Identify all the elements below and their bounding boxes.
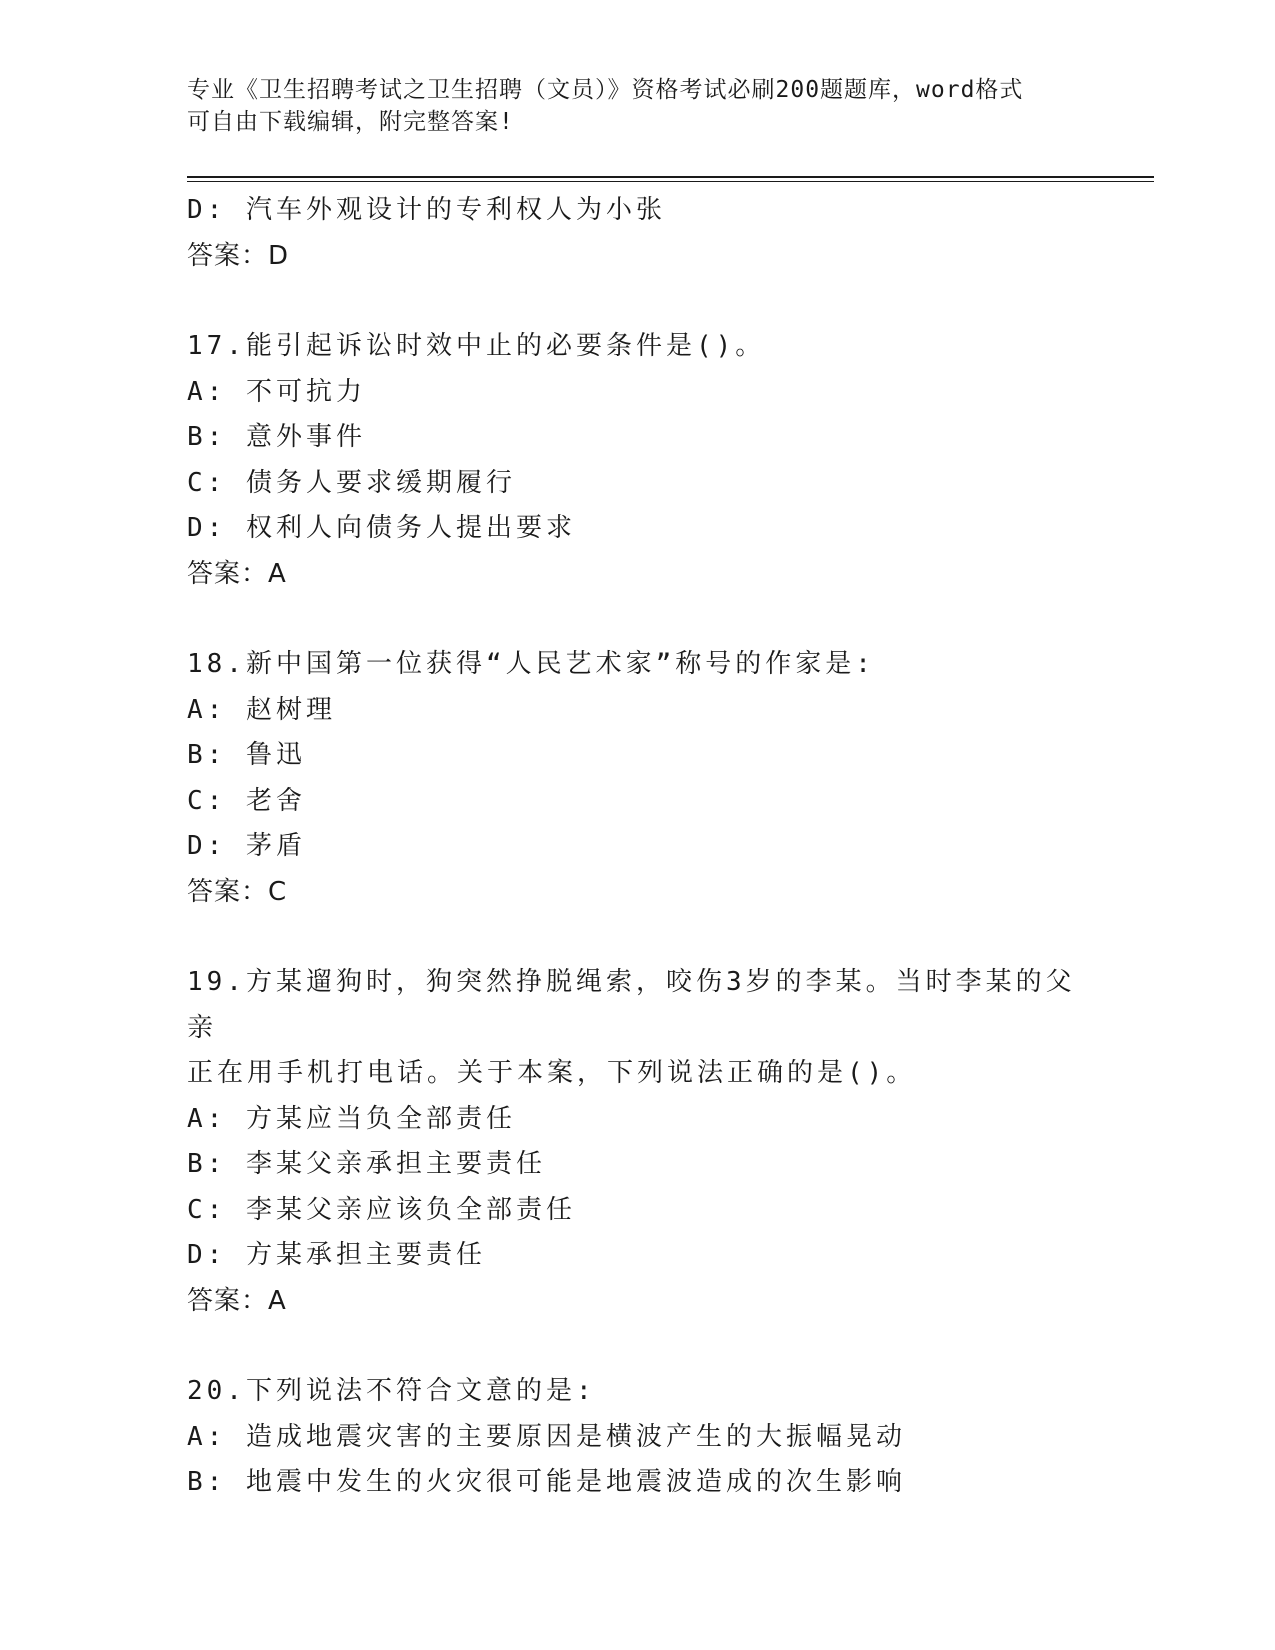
option-d: D: 茅盾	[187, 831, 306, 861]
question-18	[187, 642, 1087, 915]
header-divider-thick	[187, 176, 1154, 178]
option-c: C: 李某父亲应该负全部责任	[187, 1194, 576, 1225]
header-divider-thin	[187, 181, 1154, 182]
option-c: C: 老舍	[187, 785, 306, 816]
answer-label: 答案：A	[187, 1285, 287, 1316]
option-a: A: 造成地震灾害的主要原因是横波产生的大振幅晃动	[187, 1421, 906, 1452]
question-stem: 18.新中国第一位获得“人民艺术家”称号的作家是:	[187, 649, 875, 679]
question-stem: 20.下列说法不符合文意的是:	[187, 1376, 596, 1406]
option-b: B: 意外事件	[187, 422, 366, 452]
question-stem: 17.能引起诉讼时效中止的必要条件是()。	[187, 331, 766, 361]
option-d: D: 汽车外观设计的专利权人为小张	[187, 195, 666, 225]
header-line-2: 可自由下载编辑，附完整答案!	[187, 109, 514, 135]
question-list	[187, 188, 1087, 1506]
question-stem-line-2: 正在用手机打电话。关于本案，下列说法正确的是()。	[187, 1058, 917, 1088]
option-a: A: 不可抗力	[187, 376, 366, 407]
question-17	[187, 324, 1087, 597]
answer-label: 答案：A	[187, 558, 287, 589]
question-19	[187, 960, 1087, 1324]
question-20	[187, 1369, 1087, 1506]
question-stem-line-1: 19.方某遛狗时，狗突然挣脱绳索，咬伤3岁的李某。当时李某的父亲	[187, 967, 1076, 1043]
option-b: B: 地震中发生的火灾很可能是地震波造成的次生影响	[187, 1467, 906, 1497]
option-d: D: 权利人向债务人提出要求	[187, 513, 576, 543]
option-b: B: 鲁迅	[187, 740, 306, 770]
answer-label: 答案：D	[187, 240, 290, 271]
option-d: D: 方某承担主要责任	[187, 1240, 486, 1270]
question-16-fragment	[187, 188, 1087, 279]
document-header	[187, 74, 1087, 138]
header-line-1: 专业《卫生招聘考试之卫生招聘（文员）》资格考试必刷200题题库，word格式	[187, 77, 1024, 103]
answer-label: 答案：C	[187, 876, 288, 907]
option-a: A: 方某应当负全部责任	[187, 1103, 516, 1134]
option-b: B: 李某父亲承担主要责任	[187, 1149, 546, 1179]
option-a: A: 赵树理	[187, 694, 336, 725]
option-c: C: 债务人要求缓期履行	[187, 467, 516, 498]
